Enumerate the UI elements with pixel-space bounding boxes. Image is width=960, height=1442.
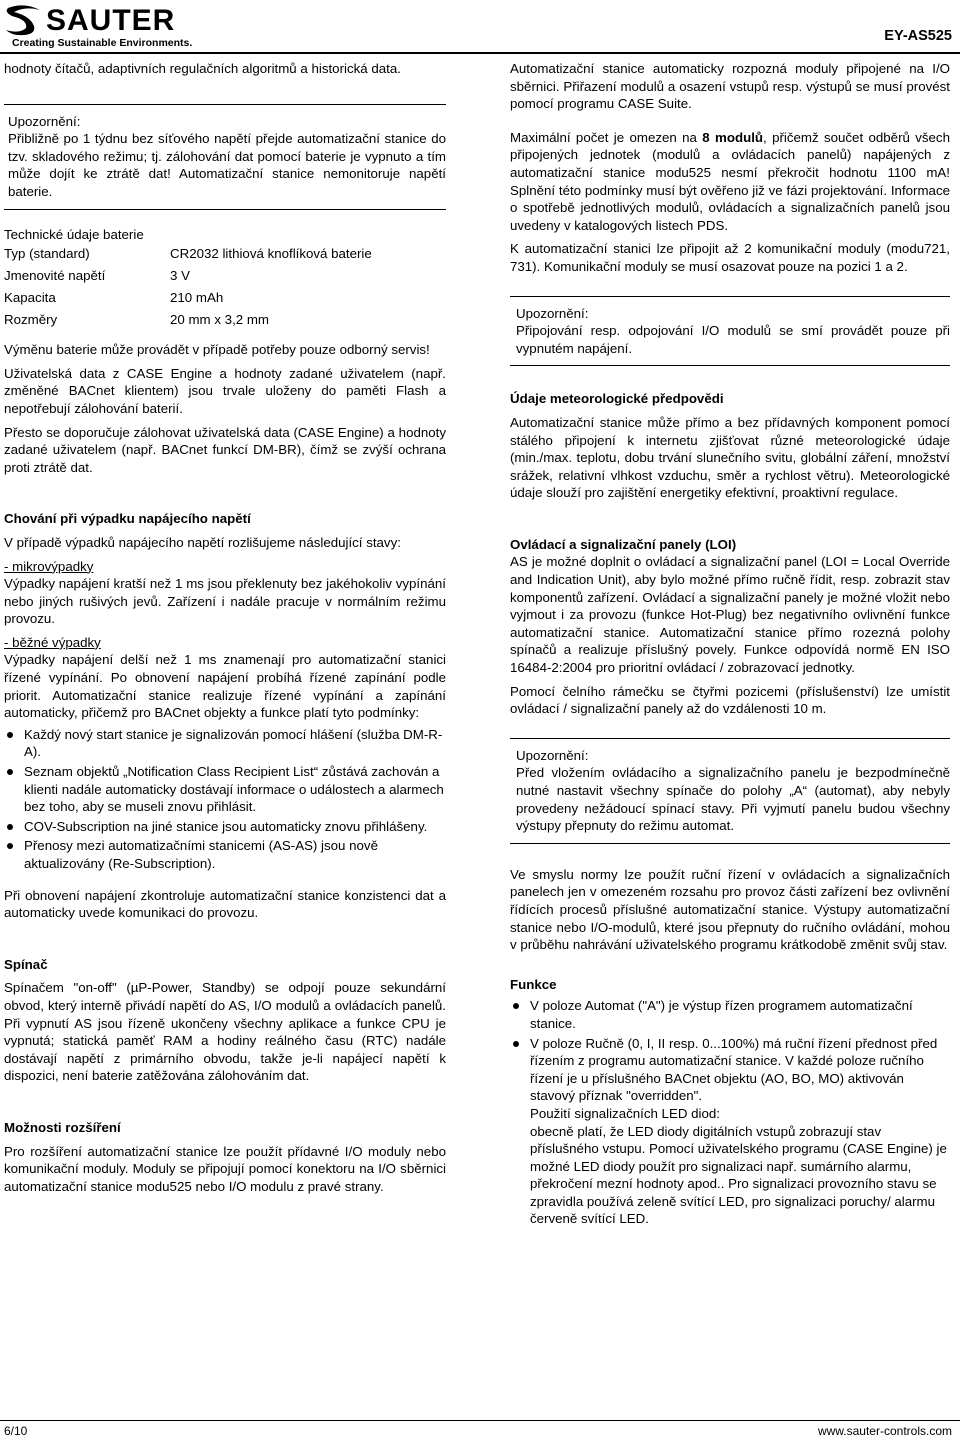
spec-value: 20 mm x 3,2 mm [170,312,270,328]
table-row [4,289,372,311]
footer-rule [0,1420,960,1421]
footer-url: www.sauter-controls.com [817,1424,952,1438]
list-item-text: V poloze Ručně (0, I, II resp. 0...100%) má ruční řízení přednost před řízením z programu automatizační stanice. V každé poloze ručního řízení je u příslušného BACnet objektu (AO, BO, MO) aktivován stavový příznak "overridden". [530,1035,938,1104]
brand-tagline: Creating Sustainable Environments. [12,37,193,49]
list-item: Každý nový start stanice je signalizován pomocí hlášení (služba DM-R-A). [4,726,446,761]
max-modules-count: 8 modulů [702,129,764,145]
sauter-swoosh-icon [4,4,44,36]
max-modules-text [510,129,950,235]
spec-value: CR2032 lithiová knoflíková baterie [170,246,372,262]
list-item: Přenosy mezi automatizačními stanicemi (AS-AS) jsou nově aktualizovány (Re-Subscription). [4,837,446,872]
header-rule [0,52,960,54]
spec-value: 210 mAh [170,290,224,306]
spec-value: 3 V [170,268,190,284]
page-number: 6/10 [4,1424,28,1438]
sauter-logo [4,4,194,52]
right-column [510,60,950,1230]
micro-outage-title: - mikrovýpadky [4,558,94,574]
table-row [4,267,372,289]
spec-key: Rozměry [4,312,58,328]
loi-text: AS je možné doplnit o ovládací a signalizační panel (LOI = Local Override and Indication Unit), aby bylo možné přímo ručně řídit, resp. zobrazit stav komponentů zařízení. Ovládací a signalizační panely je možné vložit nebo vyjmout i za provozu (funkce Hot-Plug) bez negativního ovlivnění funkce automatizační stanice. Automatizační stanice přímo rozezná polohy spínačů a realizuje příslušný povely. Funkce odpovídá normě EN ISO 16484-2:2004 pro prioritní ovládací / zobrazovací jednotky. [510,554,950,676]
note-text: Před vložením ovládacího a signalizačního panelu je bezpodmínečně nutné nastavit všechny spínače do polohy „A“ (automat), aby nebyly provedeny nežádoucí spínací stavy. Při vyjmutí panelu budou všechny výstupy přepnuty do režimu automat. [516,765,950,834]
spec-key: Kapacita [4,290,56,306]
spec-key: Typ (standard) [4,246,90,262]
expansion-text: Pro rozšíření automatizační stanice lze použít přídavné I/O moduly nebo komunikační moduly. Moduly se připojují pomocí konektoru na I/O sběrnici automatizační stanice modu525 nebo I/O modulu z pravé strany. [4,1143,446,1194]
battery-replace-text: Výměnu baterie může provádět v případě potřeby pouze odborný servis! [4,342,430,358]
left-column [4,60,446,1195]
manual-control-text: Ve smyslu normy lze použít ruční řízení v ovládacích a signalizačních panelech jen v omezeném rozsahu pro provoz části zařízení bez ovlivnění řídících procesů příslušné automatizační stanice. Výstupy automatizační stanice nebo I/O-modulů, které jsou přepnuty do ručního ovládání, mohou v průběhu nahrávání uživatelského programu krátkodobě změnit svůj stav. [510,866,950,953]
loi-heading: Ovládací a signalizační panely (LOI) [510,536,737,552]
micro-outage-text: Výpadky napájení kratší než 1 ms jsou překlenuty bez jakéhokoliv vypínání nebo jiných rušivých jevů. Zařízení i nadále pracuje v normálním režimu provozu. [4,576,446,627]
note-title: Upozornění: [516,747,589,763]
comm-modules-text: K automatizační stanici lze připojit až 2 komunikační moduly (modu721, 731). Komunikační moduly se musí osazovat pouze na pozici 1 a 2. [510,241,950,274]
functions-heading: Funkce [510,976,557,992]
document-code: EY-AS525 [884,28,952,44]
max-modules-text-a: Maximální počet je omezen na [510,129,703,145]
normal-outage-text: Výpadky napájení delší než 1 ms znamenají pro automatizační stanici řízené vypínání. Po obnovení napájení probíhá řízené zapínání podle priorit. Automatizační stanice realizuje řízené vypínání a zapínání automaticky, přičemž pro BACnet objekty a funkce platí tyto podmínky: [4,652,446,721]
bacnet-conditions-list [4,726,446,873]
list-item: Seznam objektů „Notification Class Recipient List“ zůstává zachován a klienti nadále automaticky dostávají informace o událostech a alarmech bez toho, aby se museli znovu přihlásit. [4,763,446,816]
restore-text: Při obnovení napájení zkontroluje automatizační stanice konzistenci dat a automaticky uvede komunikaci do provozu. [4,887,446,921]
brand-name: SAUTER [46,4,176,37]
spec-key: Jmenovité napětí [4,268,106,284]
note-title: Upozornění: [8,113,81,129]
list-item: COV-Subscription na jiné stanice jsou automaticky znovu přihlášeny. [4,818,446,836]
power-failure-heading: Chování při výpadku napájecího napětí [4,511,251,527]
expansion-heading: Možnosti rozšíření [4,1119,121,1135]
io-warning-note [510,296,950,367]
loi-warning-note [510,738,950,844]
list-item: V poloze Automat ("A") je výstup řízen programem automatizační stanice. [510,997,950,1032]
note-title: Upozornění: [516,305,589,321]
battery-spec-table [4,245,372,333]
user-data-text: Uživatelská data z CASE Engine a hodnoty zadané uživatelem (např. změněné BACnet klientem) jsou trvale uloženy do paměti Flash a nepotřebují zálohování baterií. [4,365,446,416]
led-title: Použití signalizačních LED diod: [530,1105,720,1121]
list-item [510,1035,950,1229]
table-row [4,311,372,333]
led-text: obecně platí, že LED diody digitálních vstupů zobrazují stav příslušného vstupu. Pomocí uživatelského programu (CASE Engine) je možné LED diody použít pro signalizaci např. sumárního alarmu, překročení mezní hodnoty apod.. Pro signalizaci provozního stavu se zpravidla používá zeleně svítící LED, pro signalizaci poruchy/ alarmu červeně svítící LED. [530,1123,947,1227]
switch-heading: Spínač [4,956,48,972]
weather-text: Automatizační stanice může přímo a bez přídavných komponent pomocí stálého připojení k internetu zjišťovat různé meteorologické údaje (min./max. teplotu, dobu trvání slunečního svitu, globální záření, množství srážek, relativní vlhkost vzduchu, směr a rychlost větru). Meteorologické údaje slouží pro zajištění energetiky efektivní, proaktivní regulace. [510,414,950,501]
table-row [4,245,372,267]
weather-heading: Údaje meteorologické předpovědi [510,391,724,407]
backup-text: Přesto se doporučuje zálohovat uživatelská data (CASE Engine) a hodnoty zadané uživatelem (např. BACnet funkcí DM-BR), čímž se zvýší ochrana proti ztrátě dat. [4,424,446,475]
front-frame-text: Pomocí čelního rámečku se čtyřmi pozicemi (příslušenství) lze umístit ovládací / signalizační panely až do vzdálenosti 10 m. [510,683,950,717]
power-failure-text: V případě výpadků napájecího napětí rozlišujeme následující stavy: [4,534,401,550]
max-modules-text-c: , přičemž součet odběrů všech připojených jednotek (modulů a ovládacích panelů) napájených z automatizační stanice modu525 nesmí překročit hodnotu 1100 mA! Splnění této podmínky musí být ověřeno již ve fázi projektování. Informace o spotřebě jednotlivých modulů, ovládacích a signalizačních panelů jsou uvedeny v katalogových listech PDS. [510,129,950,233]
note-text: Přibližně po 1 týdnu bez síťového napětí přejde automatizační stanice do tzv. skladového režimu; tj. zálohování dat pomocí baterie je vypnuto a tím může dojít ke ztrátě dat! Automatizační stanice nemonitoruje napětí baterie. [8,131,446,199]
battery-warning-note [4,104,446,210]
auto-detect-text: Automatizační stanice automaticky rozpozná moduly připojené na I/O sběrnici. Přiřazení modulů a osazení vstupů resp. výstupů se musí provést pomocí programu CASE Suite. [510,61,950,112]
battery-spec-title: Technické údaje baterie [4,226,144,242]
normal-outage-title: - běžné výpadky [4,634,101,650]
functions-list [510,997,950,1228]
intro-text: hodnoty čítačů, adaptivních regulačních algoritmů a historická data. [4,61,401,76]
note-text: Připojování resp. odpojování I/O modulů se smí provádět pouze při vypnutém napájení. [516,323,950,356]
switch-text: Spínačem "on-off" (µP-Power, Standby) se odpojí pouze sekundární obvod, který interně přivádí napětí do AS, I/O modulů a ovládacích panelů. Při vypnutí AS jsou řízeně ukončeny všechny aplikace a funkce CPU je vypnutá; statická paměť RAM a hodiny reálného času (RTC) nadále dostávají napětí z primárního obvodu, takže je-li napájecí napětí k dispozici, není baterie zatěžována zálohováním dat. [4,980,446,1084]
